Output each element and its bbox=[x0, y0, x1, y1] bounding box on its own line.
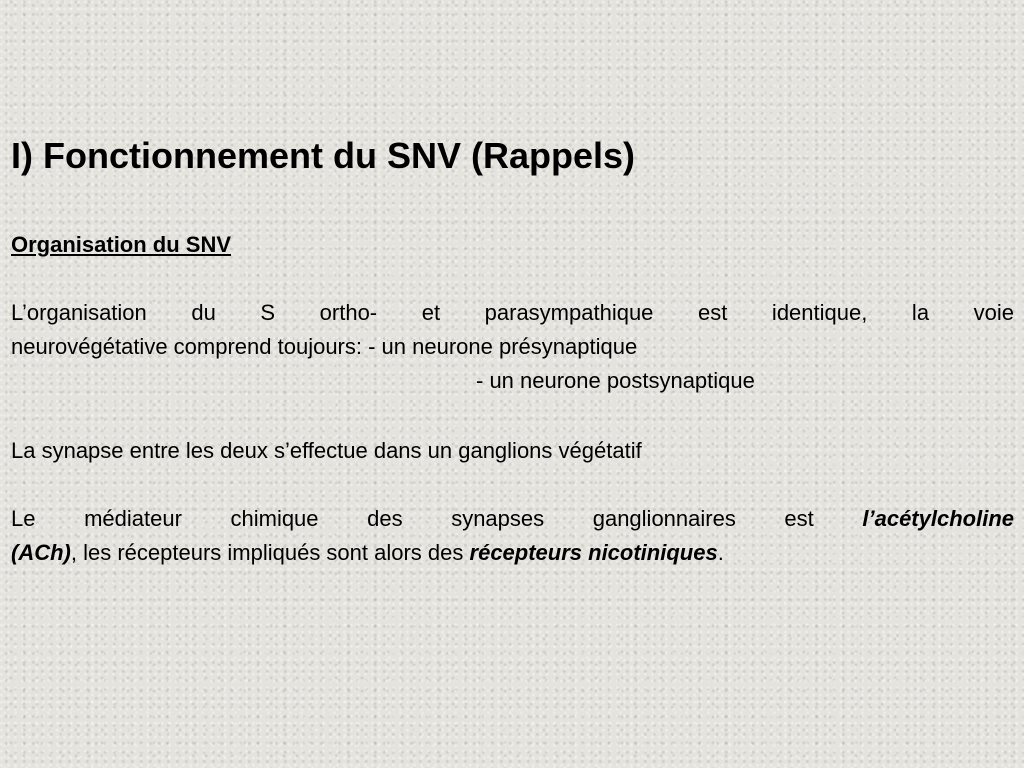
paragraph-mediateur-line1 bbox=[11, 502, 1014, 536]
ach-abbrev: (ACh) bbox=[11, 540, 71, 565]
recepteurs-nicotiniques-term: récepteurs nicotiniques bbox=[469, 540, 718, 565]
paragraph-organisation-line3 bbox=[476, 364, 755, 398]
paragraph-organisation-text-2: neurovégétative comprend toujours: - un neurone présynaptique bbox=[11, 334, 638, 359]
paragraph-mediateur bbox=[11, 502, 1014, 570]
slide-content bbox=[11, 134, 1014, 565]
paragraph-organisation-text-1: L’organisation du S ortho- et parasympathique est identique, la voie bbox=[11, 300, 1014, 325]
paragraph-organisation-line1 bbox=[11, 296, 1014, 330]
paragraph-organisation-line2 bbox=[11, 330, 1014, 364]
acetylcholine-term: l’acétylcholine bbox=[862, 506, 1014, 531]
section-heading: Organisation du SNV bbox=[11, 232, 232, 257]
recepteurs-text: , les récepteurs impliqués sont alors des bbox=[70, 540, 470, 565]
mediateur-text: Le médiateur chimique des synapses ganglionnaires est bbox=[11, 506, 863, 531]
paragraph-organisation-text-3: - un neurone postsynaptique bbox=[476, 368, 755, 393]
paragraph-synapse: La synapse entre les deux s’effectue dans un ganglions végétatif bbox=[11, 438, 642, 463]
sentence-end: . bbox=[717, 540, 724, 565]
paragraph-mediateur-line2 bbox=[11, 536, 1014, 570]
slide-title: I) Fonctionnement du SNV (Rappels) bbox=[11, 135, 636, 176]
